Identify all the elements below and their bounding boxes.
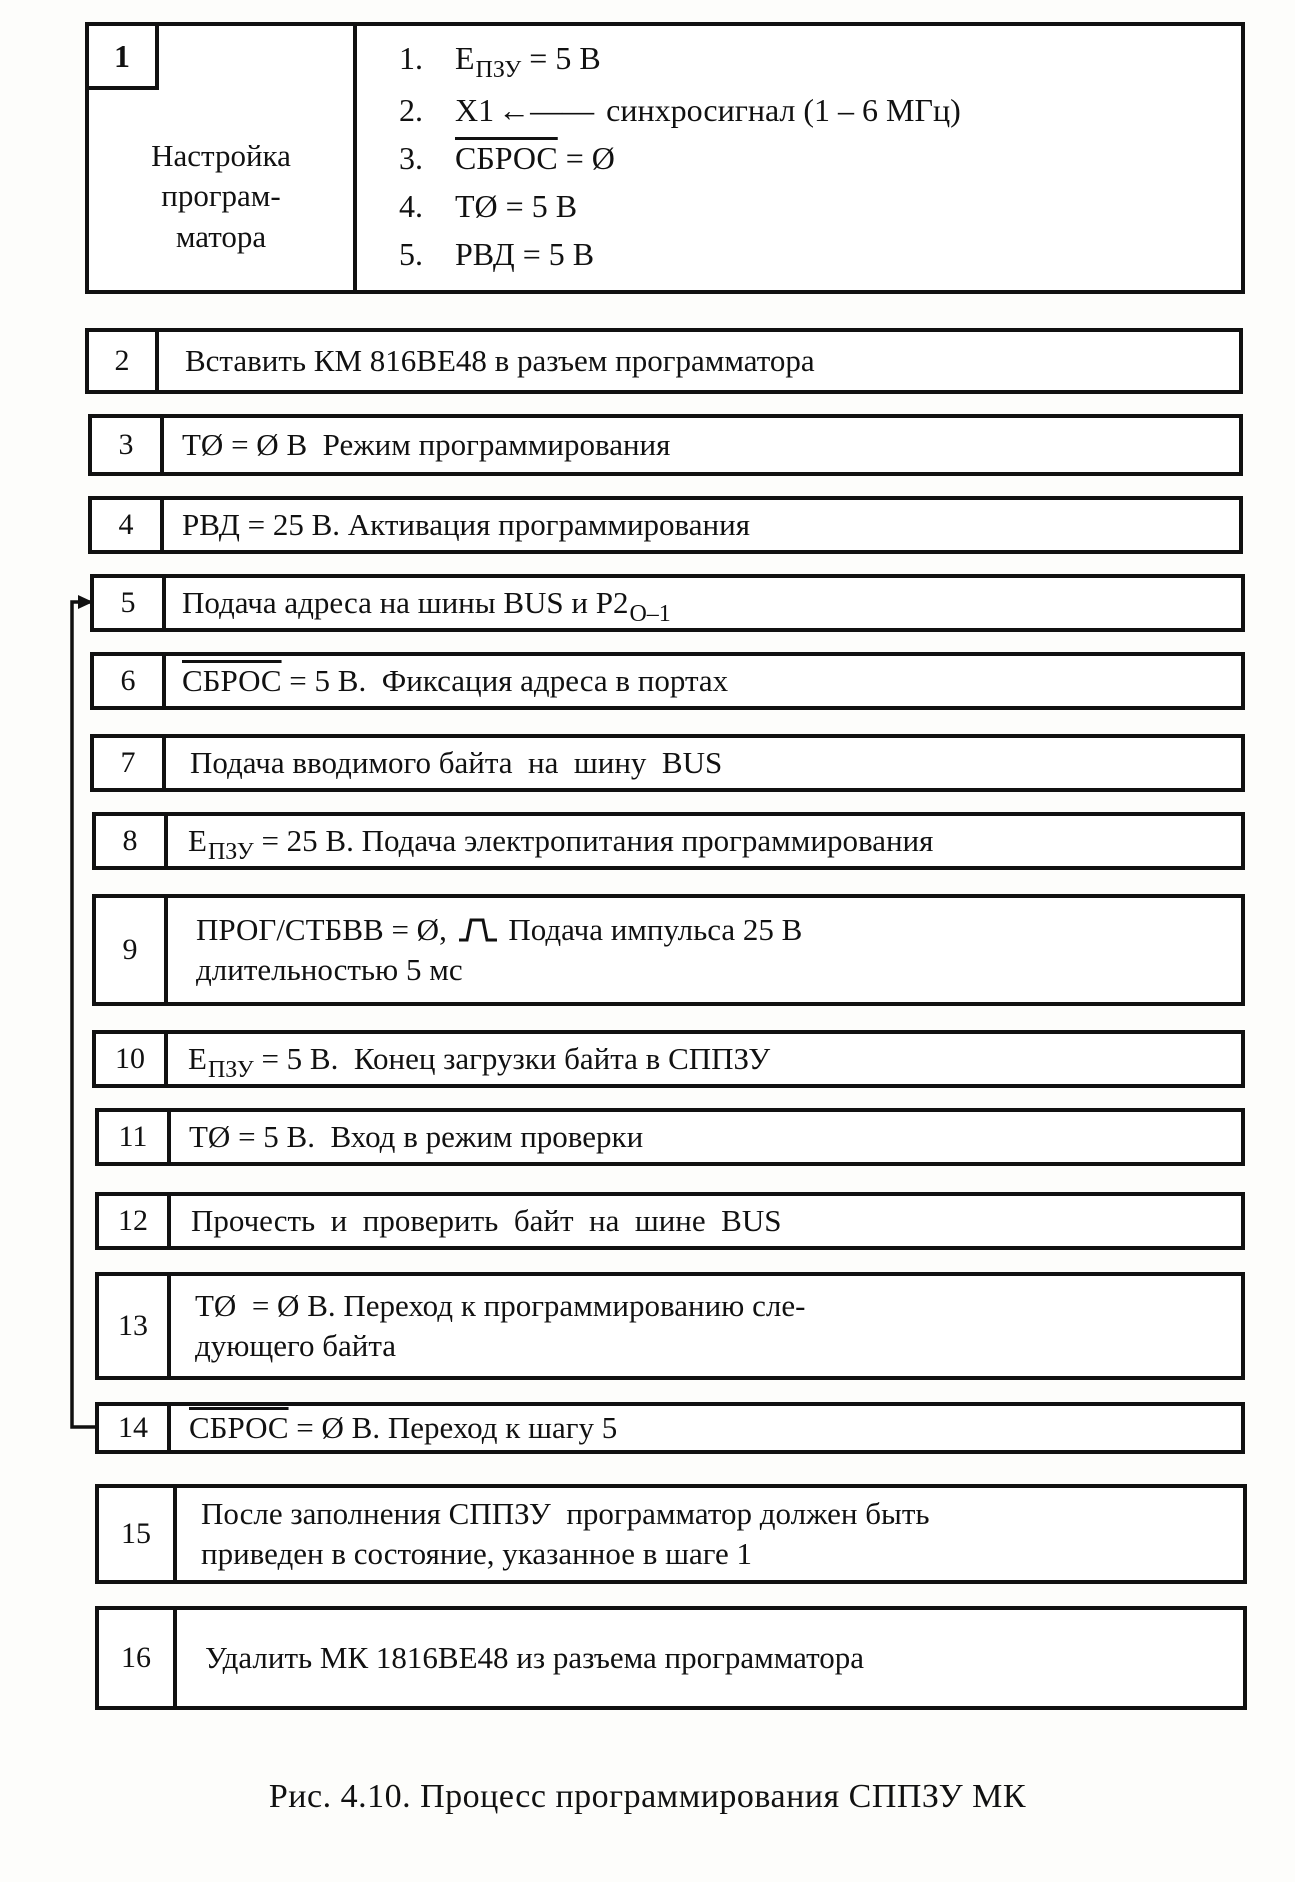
step-number: 3 xyxy=(92,418,164,472)
step-text: РВД = 25 В. Активация программирования xyxy=(182,506,750,542)
subscript-text: ПЗУ xyxy=(207,838,254,865)
step-number: 8 xyxy=(96,816,168,866)
subscript-text: ПЗУ xyxy=(207,1056,254,1083)
step-text: TØ = Ø В. Переход к программированию сле- xyxy=(195,1287,806,1323)
step-text: дующего байта xyxy=(195,1328,397,1363)
step-text: ПРОГ/СТБВВ = Ø, xyxy=(196,911,455,947)
step-text: = Ø xyxy=(557,140,615,176)
setting-number: 3. xyxy=(399,140,423,176)
step-number: 9 xyxy=(96,898,168,1002)
setting-number: 1. xyxy=(399,40,423,76)
overlined-signal: СБРОС xyxy=(189,1409,289,1445)
step-number: 2 xyxy=(89,332,159,390)
step-number: 16 xyxy=(99,1610,177,1706)
step-number: 11 xyxy=(99,1112,171,1162)
step-text: TØ = 5 В. Вход в режим проверки xyxy=(189,1118,644,1154)
step-text: приведен в состояние, указанное в шаге 1 xyxy=(201,1536,753,1571)
setting-number: 5. xyxy=(399,236,423,272)
overlined-signal: СБРОС xyxy=(182,662,282,698)
step-text: длительностью 5 мс xyxy=(196,952,463,987)
step-1-title-line: матора xyxy=(175,218,267,254)
step-number: 15 xyxy=(99,1488,177,1580)
step-text: Прочесть и проверить байт на шине BUS xyxy=(191,1202,782,1238)
step-text: = 25 В. Подача электропитания программирования xyxy=(253,822,934,858)
step-1-title-line: Настройка xyxy=(151,138,291,173)
step-number: 13 xyxy=(99,1276,171,1376)
step-text: E xyxy=(188,1040,207,1076)
step-number: 4 xyxy=(92,500,164,550)
step-text: E xyxy=(188,822,207,858)
step-number: 10 xyxy=(96,1034,168,1084)
step-text: Подача вводимого байта на шину BUS xyxy=(190,744,723,780)
figure-caption: Рис. 4.10. Процесс программирования СППЗУ МК xyxy=(268,1778,1027,1815)
step-1-title-line: програм- xyxy=(161,178,281,214)
step-text: РВД = 5 В xyxy=(455,236,595,272)
overlined-signal: СБРОС xyxy=(455,140,558,176)
subscript-text: O–1 xyxy=(629,600,671,627)
arrow-left-icon: ←—— xyxy=(498,92,595,128)
subscript-text: ПЗУ xyxy=(475,57,522,83)
step-text: X1 xyxy=(455,92,495,128)
step-text: Подача импульса 25 В xyxy=(500,911,803,947)
step-number: 12 xyxy=(99,1196,171,1246)
setting-number: 4. xyxy=(399,188,423,224)
step-text: Удалить МК 1816ВЕ48 из разъема программатора xyxy=(205,1639,864,1675)
step-text: TØ = 5 В xyxy=(455,188,578,224)
step-text: = 5 В. Конец загрузки байта в СППЗУ xyxy=(253,1040,771,1076)
loop-arrow-head xyxy=(78,595,93,609)
step-number: 7 xyxy=(94,738,166,788)
setting-number: 2. xyxy=(399,92,423,128)
step-text: = 5 В xyxy=(521,40,601,76)
step-text: = 5 В. Фиксация адреса в портах xyxy=(281,662,729,698)
step-number: 14 xyxy=(99,1406,171,1450)
step-text: После заполнения СППЗУ программатор должен быть xyxy=(201,1495,930,1531)
loop-arrow-line xyxy=(72,602,95,1427)
step-text: Подача адреса на шины BUS и P2 xyxy=(182,584,629,620)
step-number: 5 xyxy=(94,578,166,628)
step-text: TØ = Ø В Режим программирования xyxy=(182,426,671,462)
step-text: = Ø В. Переход к шагу 5 xyxy=(288,1409,618,1445)
step-text: E xyxy=(455,40,475,76)
step-text: Вставить КМ 816ВЕ48 в разъем программатора xyxy=(185,342,815,378)
step-text: синхросигнал (1 – 6 МГц) xyxy=(606,92,961,128)
step-number: 6 xyxy=(94,656,166,706)
step-1-number: 1 xyxy=(89,26,159,90)
